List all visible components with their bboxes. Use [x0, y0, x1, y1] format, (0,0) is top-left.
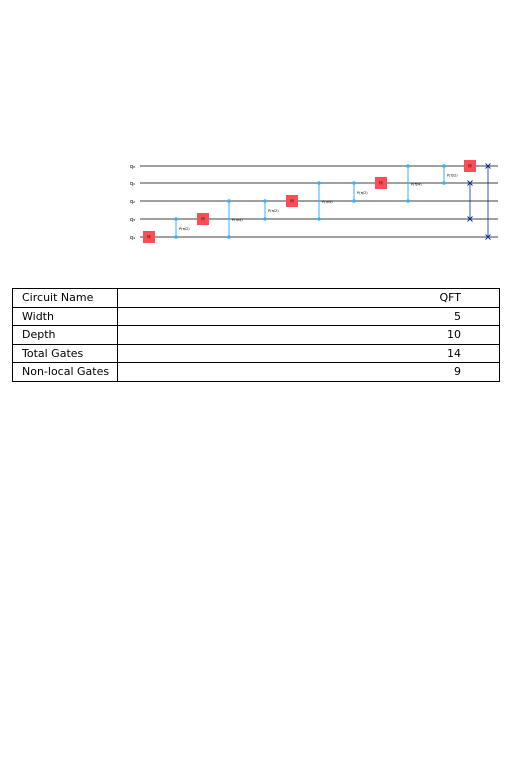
cphase-target-dot: [227, 235, 231, 239]
cphase-control-dot: [352, 181, 356, 185]
cphase-target-dot: [406, 199, 410, 203]
qubit-label: q₂: [129, 199, 135, 205]
h-gate-label: H: [379, 181, 383, 187]
stat-key: Width: [13, 307, 118, 326]
h-gate-label: H: [290, 199, 294, 205]
cphase-control-dot: [263, 199, 267, 203]
cphase-control-dot: [442, 164, 446, 168]
cphase-control-dot: [406, 164, 410, 168]
cphase-target-dot: [442, 181, 446, 185]
cphase-label: P(π/4): [322, 200, 333, 204]
cphase-target-dot: [263, 217, 267, 221]
cphase-control-dot: [227, 199, 231, 203]
stat-key: Depth: [13, 326, 118, 345]
table-row: [13, 307, 500, 326]
circuit-stats-table: [12, 288, 500, 382]
cphase-label: P(π/2): [357, 191, 368, 195]
stat-value: QFT: [118, 289, 500, 308]
cphase-label: P(π/2): [268, 209, 279, 213]
cphase-label: P(π/2): [447, 173, 458, 178]
stat-key: Total Gates: [13, 344, 118, 363]
qubit-label: q₃: [129, 217, 135, 223]
h-gate-label: H: [147, 235, 151, 241]
stat-value: 9: [118, 363, 500, 382]
stat-value: 10: [118, 326, 500, 345]
cphase-label: P(π/2): [179, 227, 190, 231]
table-row: [13, 344, 500, 363]
cphase-control-dot: [174, 217, 178, 221]
cphase-target-dot: [352, 199, 356, 203]
stat-key: Non-local Gates: [13, 363, 118, 382]
table-row: [13, 289, 500, 308]
table-row: [13, 326, 500, 345]
cphase-label: P(π/4): [232, 218, 243, 222]
qubit-label: q₀: [129, 164, 135, 170]
cphase-target-dot: [317, 217, 321, 221]
stat-value: 14: [118, 344, 500, 363]
circuit-diagram: [0, 0, 512, 260]
qubit-label: q₄: [129, 235, 135, 241]
cphase-target-dot: [174, 235, 178, 239]
stat-value: 5: [118, 307, 500, 326]
cphase-control-dot: [317, 181, 321, 185]
cphase-label: P(π/4): [411, 182, 422, 187]
qubit-label: q₁: [129, 181, 135, 187]
stat-key: Circuit Name: [13, 289, 118, 308]
h-gate-label: H: [201, 217, 205, 223]
table-row: [13, 363, 500, 382]
h-gate-label: H: [468, 164, 472, 170]
